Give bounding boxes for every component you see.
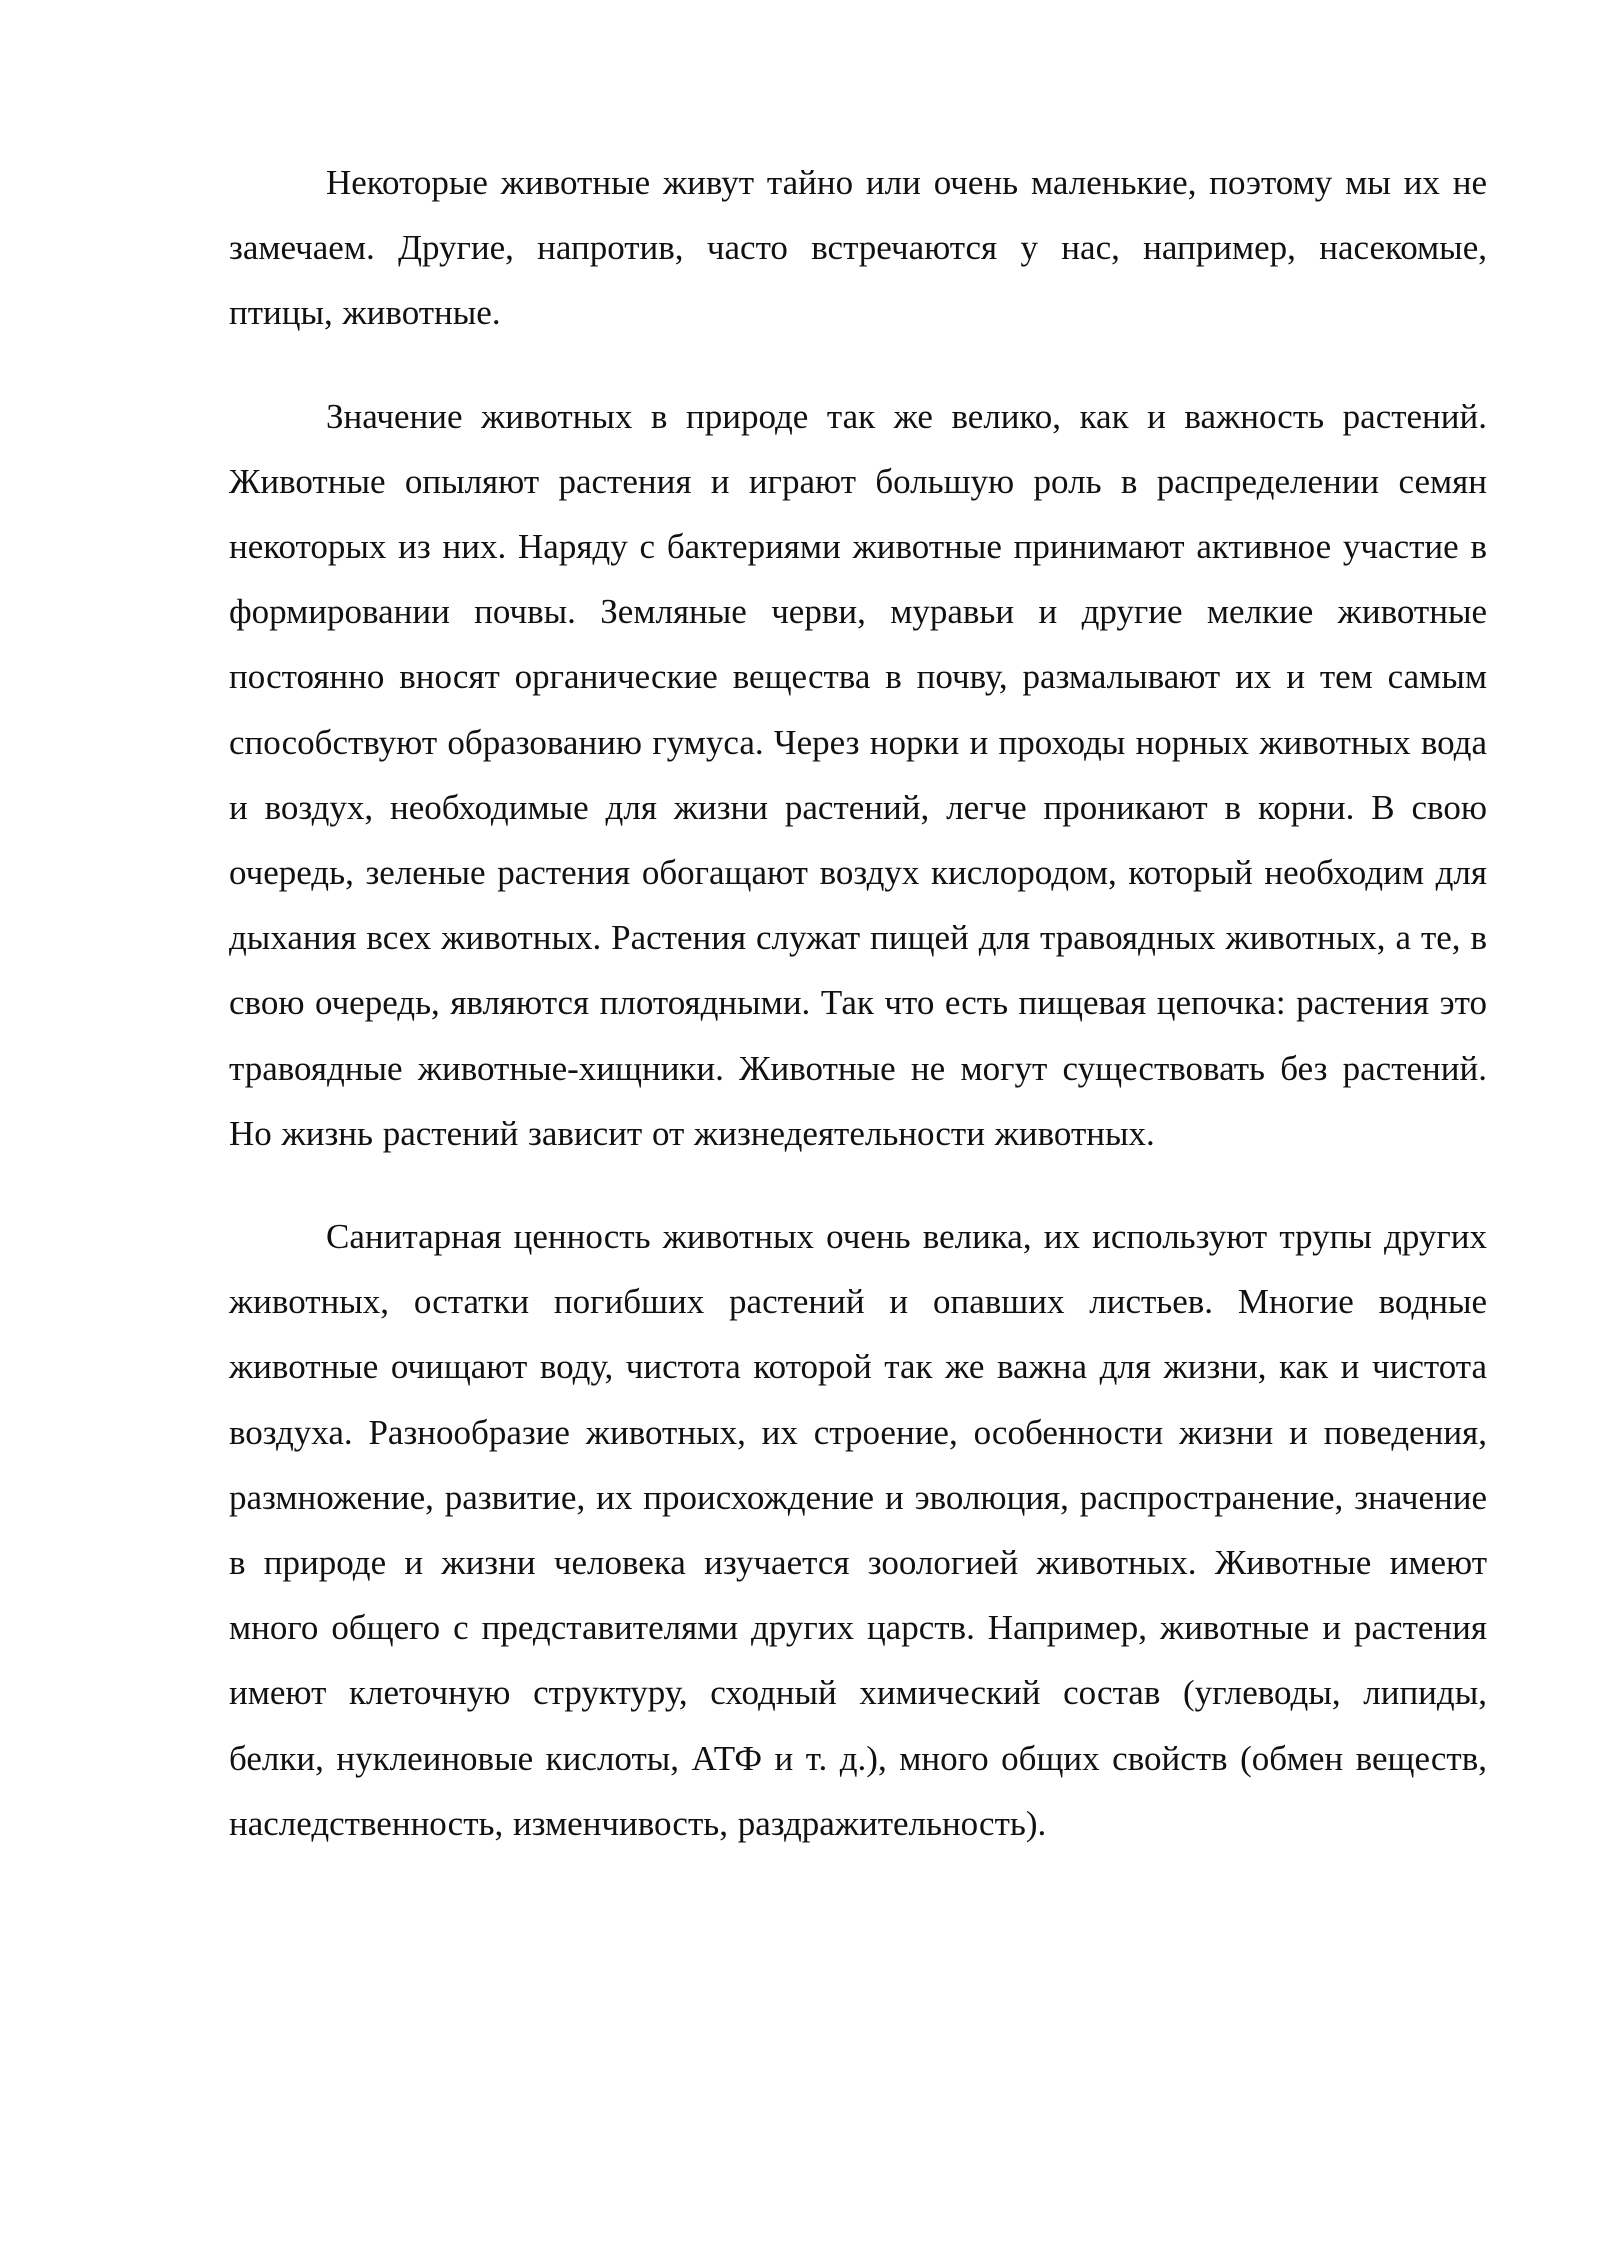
paragraph-3: Санитарная ценность животных очень велика, их используют трупы других животных, остатки погибших растений и опавших листьев. Многие водные животные очищают воду, чистота которой так же важна для жизни, как и чистота воздуха. Разнообразие животных, их строение, особенности жизни и поведения, размножение, развитие, их происхождение и эволюция, распространение, значение в природе и жизни человека изучается зоологией животных. Животные имеют много общего с представителями других царств. Например, животные и растения имеют клеточную структуру, сходный химический состав (углеводы, липиды, белки, нуклеиновые кислоты, АТФ и т. д.), много общих свойств (обмен веществ, наследственность, изменчивость, раздражительность). (229, 1217, 1487, 1843)
paragraph-2: Значение животных в природе так же велико, как и важность растений. Животные опыляют растения и играют большую роль в распределении семян некоторых из них. Наряду с бактериями животные принимают активное участие в формировании почвы. Земляные черви, муравьи и другие мелкие животные постоянно вносят органические вещества в почву, размалывают их и тем самым способствуют образованию гумуса. Через норки и проходы норных животных вода и воздух, необходимые для жизни растений, легче проникают в корни. В свою очередь, зеленые растения обогащают воздух кислородом, который необходим для дыхания всех животных. Растения служат пищей для травоядных животных, а те, в свою очередь, являются плотоядными. Так что есть пищевая цепочка: растения это травоядные животные-хищники. Животные не могут существовать без растений. Но жизнь растений зависит от жизнедеятельности животных. (229, 396, 1487, 1153)
document-body (229, 150, 1487, 1856)
paragraph-1: Некоторые животные живут тайно или очень маленькие, поэтому мы их не замечаем. Другие, напротив, часто встречаются у нас, например, насекомые, птицы, животные. (229, 163, 1487, 333)
